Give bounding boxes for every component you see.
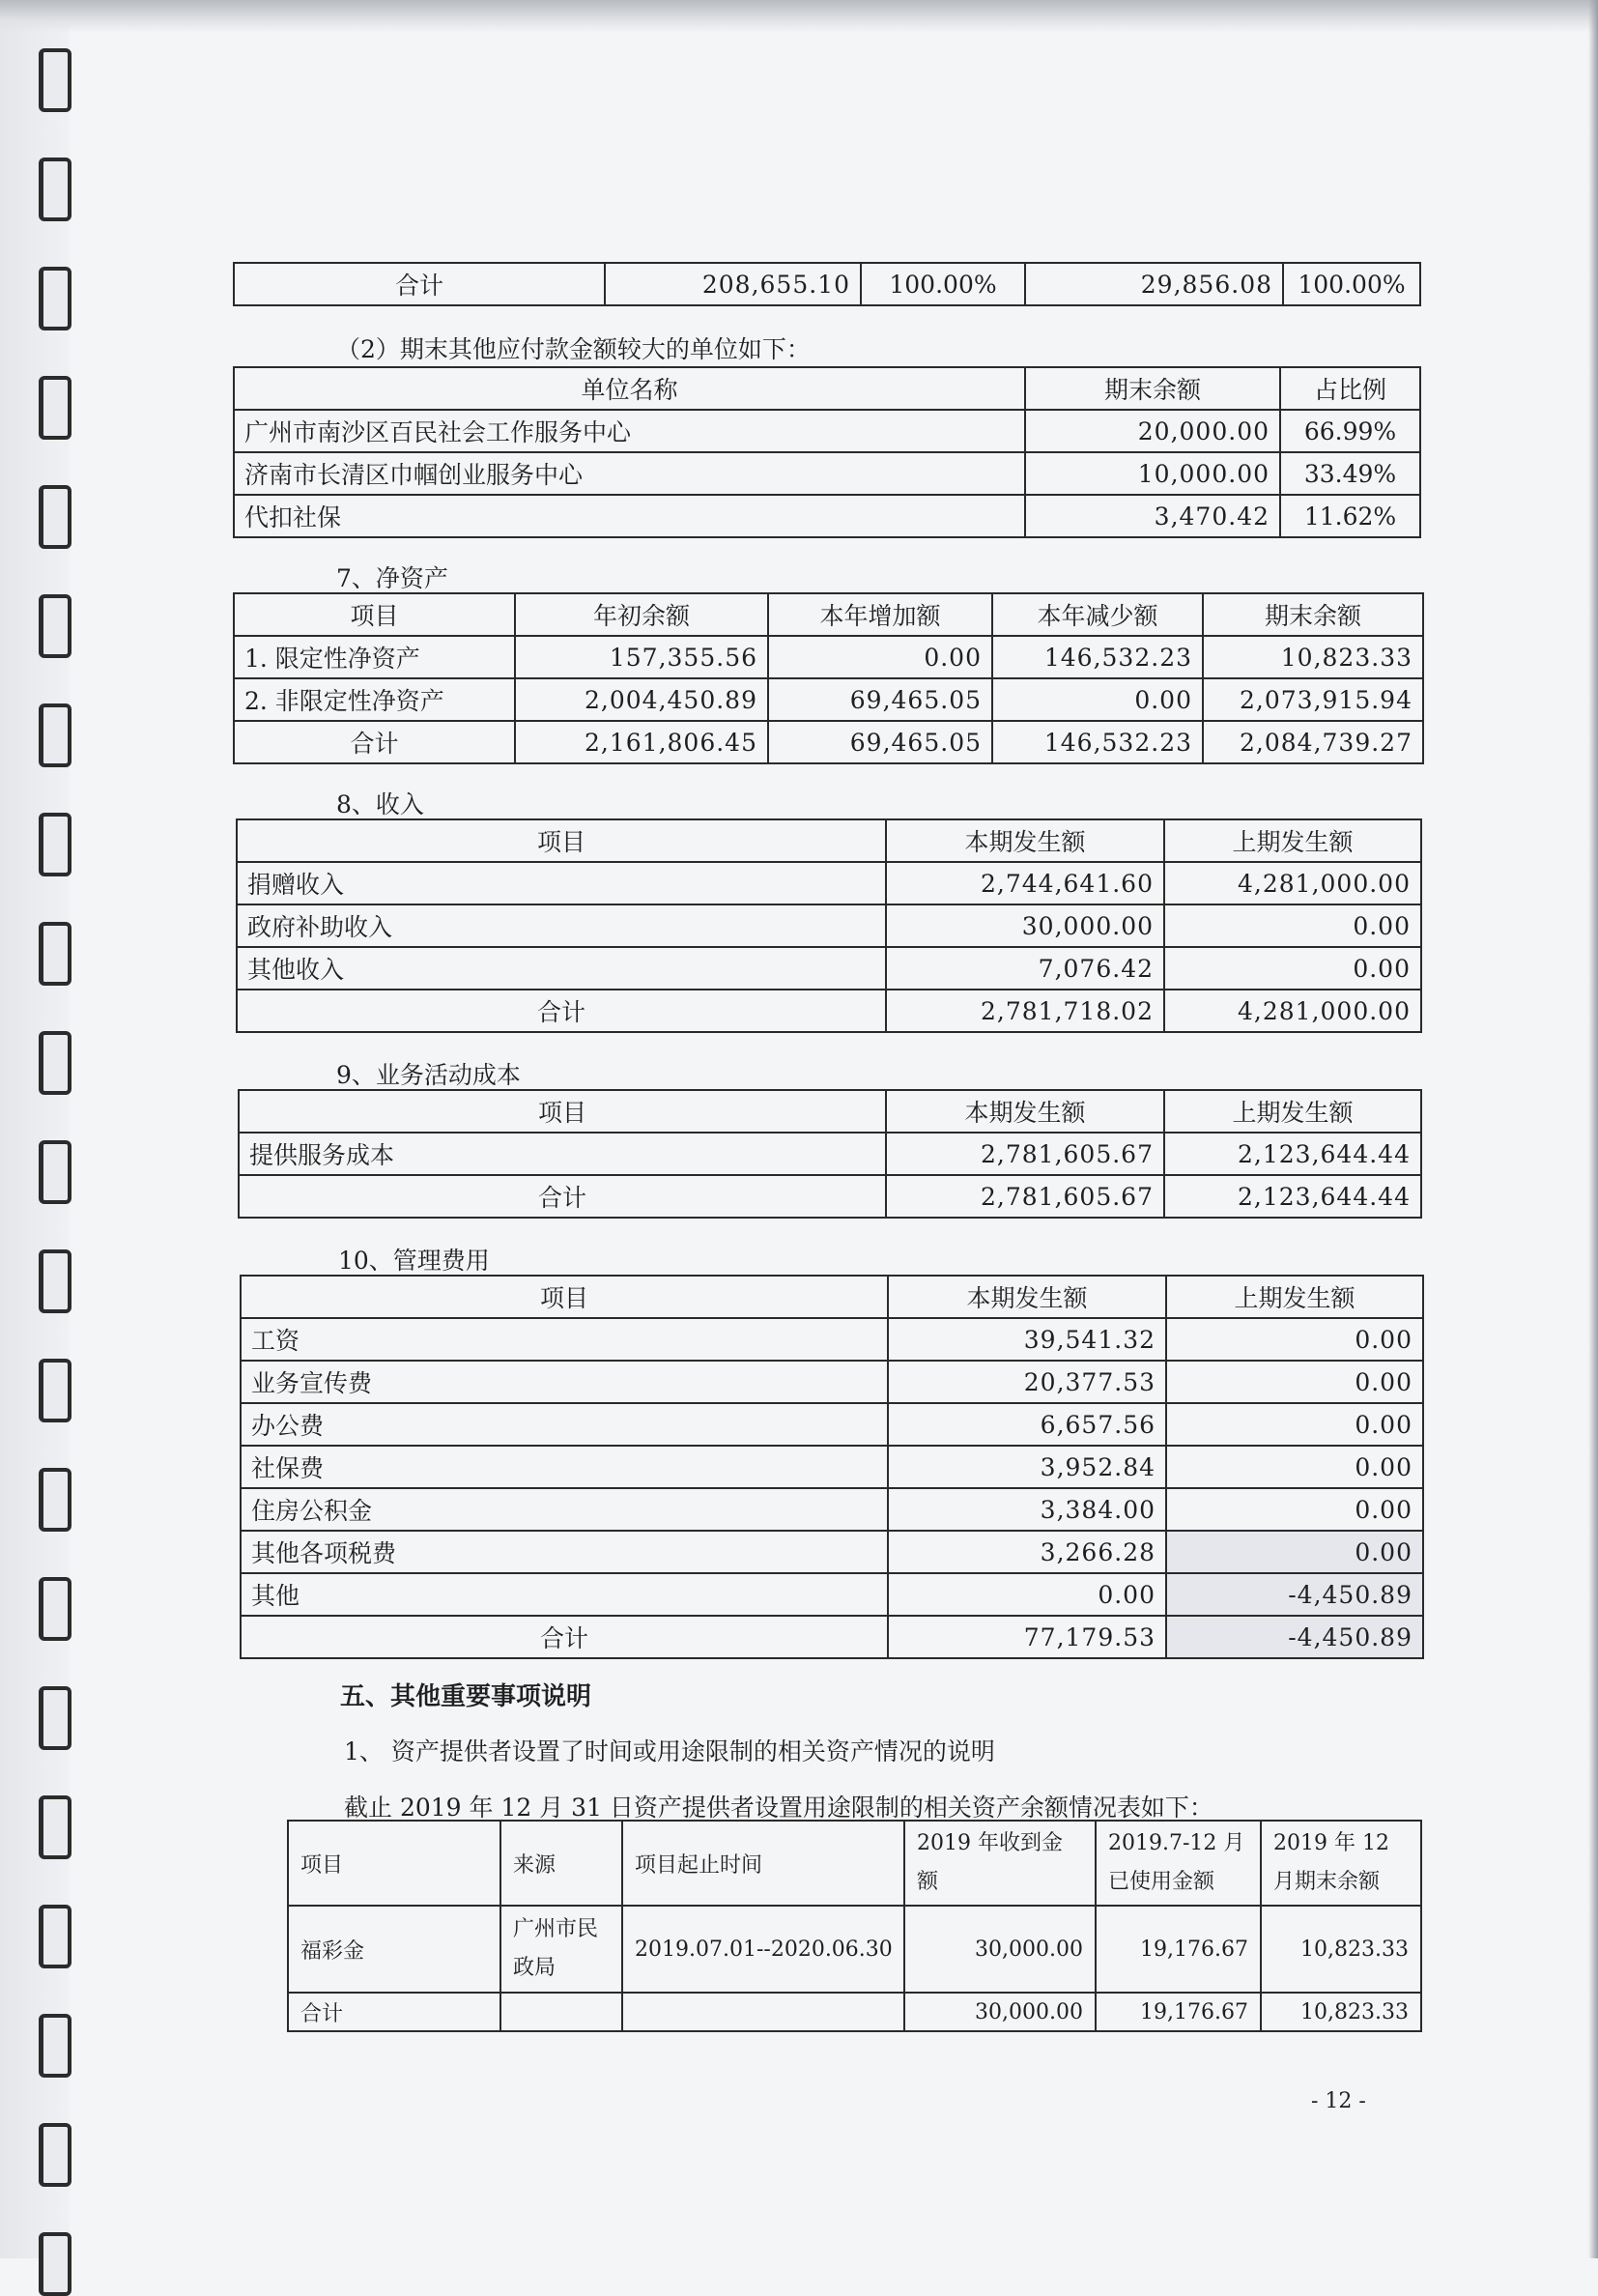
- cell: 3,470.42: [1025, 495, 1280, 537]
- cell: 4,281,000.00: [1164, 862, 1421, 904]
- cell: 0.00: [1166, 1318, 1423, 1361]
- cell: 合计: [241, 1616, 888, 1658]
- table-row: [241, 1318, 1423, 1361]
- table-row: [241, 1446, 1423, 1488]
- table-total-row: [239, 1175, 1421, 1218]
- cell: [500, 1993, 622, 2031]
- cell: 2,744,641.60: [886, 862, 1164, 904]
- col-header: 本年增加额: [768, 593, 992, 636]
- cell: 0.00: [1164, 947, 1421, 990]
- cell: 30,000.00: [886, 904, 1164, 947]
- cell: 办公费: [241, 1403, 888, 1446]
- cell: 11.62%: [1280, 495, 1420, 537]
- cell: 30,000.00: [904, 1993, 1096, 2031]
- cell: 住房公积金: [241, 1488, 888, 1531]
- cell: 其他收入: [237, 947, 886, 990]
- table-total-row: [288, 1993, 1421, 2031]
- cell: 146,532.23: [992, 636, 1203, 678]
- scan-right-edge: [1588, 0, 1598, 2258]
- col-header: 上期发生额: [1164, 1090, 1421, 1133]
- cell: 2019.07.01--2020.06.30: [622, 1906, 904, 1993]
- binding-ring: [39, 1359, 71, 1422]
- col-header: 本期发生额: [886, 1090, 1164, 1133]
- cell: 1. 限定性净资产: [234, 636, 515, 678]
- binding-ring: [39, 2014, 71, 2078]
- binding-ring: [39, 48, 71, 112]
- total-prior-amount: 29,856.08: [1025, 263, 1283, 305]
- table-header-row: [234, 367, 1420, 410]
- cell: 捐赠收入: [237, 862, 886, 904]
- binding-ring: [39, 2232, 71, 2296]
- cell: 福彩金: [288, 1906, 500, 1993]
- cell: 69,465.05: [768, 678, 992, 721]
- cell: 77,179.53: [888, 1616, 1166, 1658]
- cell: 2,004,450.89: [515, 678, 768, 721]
- table-header-row: [241, 1276, 1423, 1318]
- cell: 19,176.67: [1096, 1906, 1261, 1993]
- total-amount: 208,655.10: [605, 263, 861, 305]
- income-heading: 8、收入: [336, 790, 424, 818]
- cell: 20,377.53: [888, 1361, 1166, 1403]
- cell: 2,084,739.27: [1203, 721, 1423, 763]
- cell: 0.00: [1166, 1488, 1423, 1531]
- cell: -4,450.89: [1166, 1573, 1423, 1616]
- cell: 6,657.56: [888, 1403, 1166, 1446]
- col-header: 2019.7-12 月已使用金额: [1096, 1821, 1261, 1906]
- cell: 济南市长清区巾帼创业服务中心: [234, 452, 1025, 495]
- cell: 0.00: [992, 678, 1203, 721]
- cell: 其他: [241, 1573, 888, 1616]
- table-header-row: [234, 593, 1423, 636]
- cell: 4,281,000.00: [1164, 990, 1421, 1032]
- cell: 0.00: [1166, 1403, 1423, 1446]
- cell: 157,355.56: [515, 636, 768, 678]
- page-number: - 12 -: [1311, 2089, 1366, 2113]
- admin-expenses-table: [240, 1275, 1424, 1659]
- table-row: [241, 1488, 1423, 1531]
- col-header: 本期发生额: [886, 819, 1164, 862]
- col-header: 项目起止时间: [622, 1821, 904, 1906]
- col-header: 占比例: [1280, 367, 1420, 410]
- table-row: [241, 1573, 1423, 1616]
- total-ratio: 100.00%: [861, 263, 1025, 305]
- binding-ring: [39, 1795, 71, 1859]
- table-header-row: [288, 1821, 1421, 1906]
- cell: 0.00: [1164, 904, 1421, 947]
- table-row: [234, 495, 1420, 537]
- cell: 2,123,644.44: [1164, 1175, 1421, 1218]
- table-row: [288, 1906, 1421, 1993]
- table-row: [241, 1531, 1423, 1573]
- table-row: [237, 904, 1421, 947]
- cell: 合计: [237, 990, 886, 1032]
- restricted-assets-table: [287, 1820, 1422, 2032]
- col-header: 项目: [234, 593, 515, 636]
- cell: 30,000.00: [904, 1906, 1096, 1993]
- col-header: 项目: [288, 1821, 500, 1906]
- binding-ring: [39, 594, 71, 658]
- section-five-item1: 1、 资产提供者设置了时间或用途限制的相关资产情况的说明: [344, 1737, 995, 1765]
- cell: 10,823.33: [1261, 1906, 1421, 1993]
- table-total-row: [237, 990, 1421, 1032]
- col-header: 来源: [500, 1821, 622, 1906]
- cell: 19,176.67: [1096, 1993, 1261, 2031]
- cell: 代扣社保: [234, 495, 1025, 537]
- cell: 33.49%: [1280, 452, 1420, 495]
- scan-top-shadow: [0, 0, 1598, 33]
- table-header-row: [237, 819, 1421, 862]
- cell: [622, 1993, 904, 2031]
- table-row: [234, 410, 1420, 452]
- cell: 0.00: [1166, 1531, 1423, 1573]
- cell: 2. 非限定性净资产: [234, 678, 515, 721]
- cell: 2,073,915.94: [1203, 678, 1423, 721]
- cell: 3,952.84: [888, 1446, 1166, 1488]
- table-row: [241, 1403, 1423, 1446]
- table-row: [241, 1361, 1423, 1403]
- cell: -4,450.89: [1166, 1616, 1423, 1658]
- cell: 2,161,806.45: [515, 721, 768, 763]
- cell: 7,076.42: [886, 947, 1164, 990]
- cell: 社保费: [241, 1446, 888, 1488]
- cell: 10,000.00: [1025, 452, 1280, 495]
- section-five-intro: 截止 2019 年 12 月 31 日资产提供者设置用途限制的相关资产余额情况表如下：: [344, 1794, 1213, 1822]
- cell: 其他各项税费: [241, 1531, 888, 1573]
- cell: 0.00: [1166, 1361, 1423, 1403]
- table-row: [234, 263, 1420, 305]
- payables-table: [233, 366, 1421, 538]
- cell: 66.99%: [1280, 410, 1420, 452]
- binding-ring: [39, 1577, 71, 1641]
- table-row: [237, 862, 1421, 904]
- cell: 合计: [288, 1993, 500, 2031]
- binding-ring: [39, 813, 71, 876]
- binding-ring: [39, 485, 71, 549]
- col-header: 期末余额: [1203, 593, 1423, 636]
- table-row: [234, 452, 1420, 495]
- cell: 10,823.33: [1261, 1993, 1421, 2031]
- cell: 政府补助收入: [237, 904, 886, 947]
- cost-table: [238, 1089, 1422, 1219]
- cell: 69,465.05: [768, 721, 992, 763]
- table-header-row: [239, 1090, 1421, 1133]
- binding-ring: [39, 1468, 71, 1532]
- total-prior-ratio: 100.00%: [1283, 263, 1420, 305]
- col-header: 上期发生额: [1166, 1276, 1423, 1318]
- col-header: 期末余额: [1025, 367, 1280, 410]
- binding-ring: [39, 1905, 71, 1968]
- col-header: 单位名称: [234, 367, 1025, 410]
- cell: 合计: [234, 721, 515, 763]
- total-label: 合计: [234, 263, 605, 305]
- col-header: 2019 年 12 月期末余额: [1261, 1821, 1421, 1906]
- section-five-title: 五、其他重要事项说明: [340, 1682, 592, 1711]
- cost-heading: 9、业务活动成本: [336, 1061, 521, 1089]
- table-row: [234, 636, 1423, 678]
- binding-ring: [39, 1031, 71, 1095]
- cell: 0.00: [768, 636, 992, 678]
- table-row: [234, 678, 1423, 721]
- net-assets-table: [233, 592, 1424, 764]
- table-row: [239, 1133, 1421, 1175]
- cell: 业务宣传费: [241, 1361, 888, 1403]
- binding-ring: [39, 1249, 71, 1313]
- col-header: 项目: [239, 1090, 886, 1133]
- cell: 2,123,644.44: [1164, 1133, 1421, 1175]
- cell: 3,266.28: [888, 1531, 1166, 1573]
- table-total-row: [241, 1616, 1423, 1658]
- binding-ring: [39, 1686, 71, 1750]
- net-assets-heading: 7、净资产: [336, 564, 448, 592]
- table-row: [234, 721, 1423, 763]
- table-row: [237, 947, 1421, 990]
- col-header: 上期发生额: [1164, 819, 1421, 862]
- payables-heading: （2）期末其他应付款金额较大的单位如下：: [336, 335, 811, 363]
- cell: 工资: [241, 1318, 888, 1361]
- cell: 2,781,718.02: [886, 990, 1164, 1032]
- cell: 20,000.00: [1025, 410, 1280, 452]
- binding-ring: [39, 703, 71, 767]
- binding-ring: [39, 267, 71, 330]
- binding-ring: [39, 2123, 71, 2187]
- cell: 10,823.33: [1203, 636, 1423, 678]
- col-header: 2019 年收到金额: [904, 1821, 1096, 1906]
- admin-heading: 10、管理费用: [338, 1247, 490, 1275]
- col-header: 本期发生额: [888, 1276, 1166, 1318]
- income-table: [236, 818, 1422, 1033]
- col-header: 年初余额: [515, 593, 768, 636]
- cell: 合计: [239, 1175, 886, 1218]
- cell: 2,781,605.67: [886, 1175, 1164, 1218]
- binding-ring: [39, 376, 71, 440]
- binding-ring: [39, 158, 71, 221]
- col-header: 项目: [237, 819, 886, 862]
- binding-ring: [39, 922, 71, 986]
- binding-ring: [39, 1140, 71, 1204]
- cell: 39,541.32: [888, 1318, 1166, 1361]
- col-header: 本年减少额: [992, 593, 1203, 636]
- cell: 广州市南沙区百民社会工作服务中心: [234, 410, 1025, 452]
- cell: 146,532.23: [992, 721, 1203, 763]
- cell: 广州市民政局: [500, 1906, 622, 1993]
- cell: 3,384.00: [888, 1488, 1166, 1531]
- other-payables-total-table: [233, 262, 1421, 306]
- cell: 0.00: [1166, 1446, 1423, 1488]
- cell: 提供服务成本: [239, 1133, 886, 1175]
- col-header: 项目: [241, 1276, 888, 1318]
- cell: 2,781,605.67: [886, 1133, 1164, 1175]
- cell: 0.00: [888, 1573, 1166, 1616]
